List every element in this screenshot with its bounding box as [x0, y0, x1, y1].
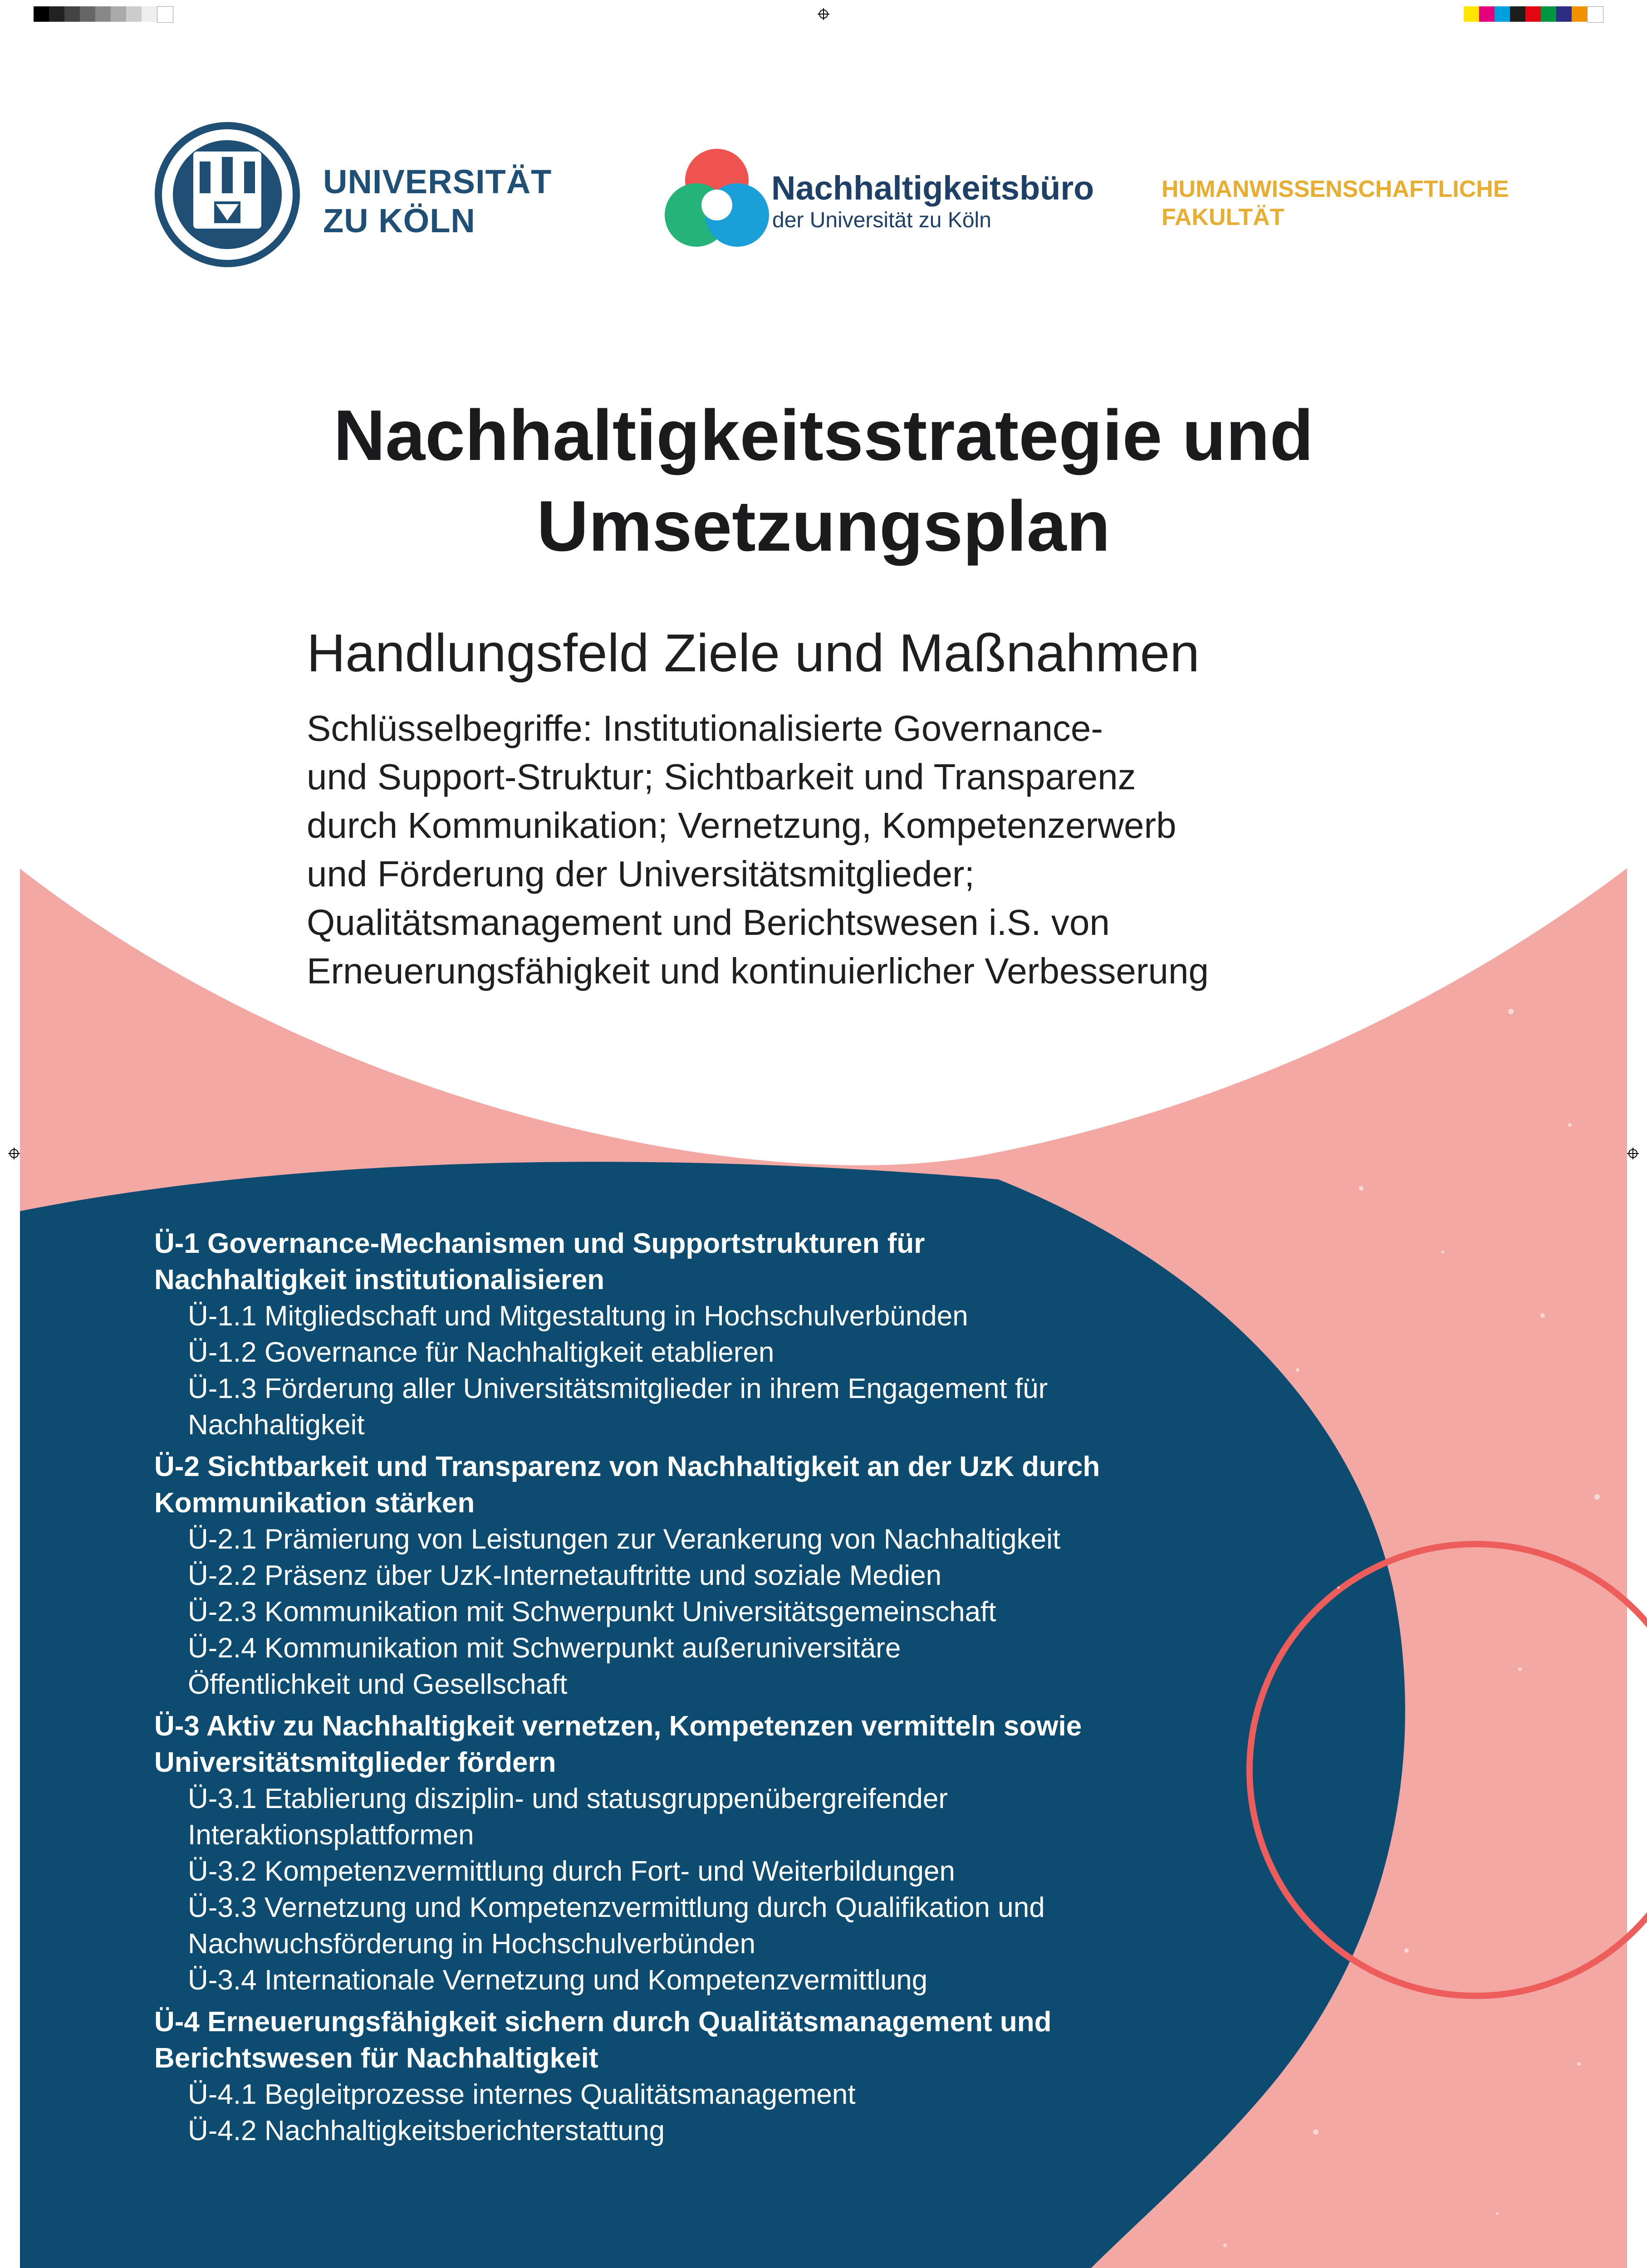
- keywords-line: Erneuerungsfähigkeit und kontinuierlicher Verbesserung: [307, 951, 1209, 991]
- measure-line: Nachhaltigkeit: [188, 1409, 365, 1441]
- measure-line: Ü-1.3 Förderung aller Universitätsmitglieder in ihrem Engagement für: [188, 1373, 1048, 1404]
- goal-section-u2: [154, 1449, 1225, 1703]
- university-wordmark: [323, 162, 552, 240]
- measure-line: Ü-2.4 Kommunikation mit Schwerpunkt außeruniversitäre: [188, 1633, 901, 1664]
- goal-heading-line: Nachhaltigkeit institutionalisieren: [154, 1264, 605, 1295]
- measure-line: Ü-3.2 Kompetenzvermittlung durch Fort- und Weiterbildungen: [188, 1856, 955, 1887]
- keywords-line: Schlüsselbegriffe: Institutionalisierte Governance-: [307, 708, 1103, 748]
- university-name-line1: UNIVERSITÄT: [323, 163, 552, 200]
- grayscale-control-strip: [34, 6, 173, 22]
- goal-heading: [154, 1708, 1225, 1781]
- keywords-line: und Förderung der Universitätsmitglieder;: [307, 854, 975, 894]
- goal-heading: [154, 2004, 1225, 2077]
- measure-item: [188, 1630, 1225, 1703]
- measure-line: Ü-3.4 Internationale Vernetzung und Kompetenzvermittlung: [188, 1965, 928, 1996]
- goal-section-u4: [154, 2004, 1225, 2149]
- goal-section-u1: [154, 1226, 1225, 1443]
- university-name-line2: ZU KÖLN: [323, 202, 475, 240]
- sustainability-office-subtitle: der Universität zu Köln: [772, 208, 991, 232]
- goal-heading-line: Ü-3 Aktiv zu Nachhaltigkeit vernetzen, Kompetenzen vermitteln sowie: [154, 1711, 1082, 1742]
- registration-mark-icon: [8, 1148, 20, 1159]
- poster-title: [0, 390, 1647, 572]
- sustainability-office-title: Nachhaltigkeitsbüro: [771, 169, 1094, 207]
- measure-item: [188, 1334, 1225, 1371]
- university-seal-icon: [152, 120, 302, 269]
- measure-line: Ü-3.1 Etablierung disziplin- und statusgruppenübergreifender: [188, 1783, 948, 1814]
- registration-mark-icon: [1627, 1148, 1639, 1159]
- registration-mark-icon: [818, 8, 829, 20]
- measure-list: [154, 1298, 1225, 1443]
- measure-item: [188, 2077, 1225, 2113]
- measure-item: [188, 1298, 1225, 1334]
- poster-title-line2: Umsetzungsplan: [536, 486, 1111, 566]
- keywords-line: und Support-Struktur; Sichtbarkeit und Transparenz: [307, 757, 1136, 797]
- measure-line: Ü-2.2 Präsenz über UzK-Internetauftritte und soziale Medien: [188, 1560, 942, 1591]
- goal-heading-line: Universitätsmitglieder fördern: [154, 1747, 556, 1778]
- measure-item: [188, 1521, 1225, 1558]
- goal-heading: [154, 1449, 1225, 1521]
- measure-item: [188, 1558, 1225, 1594]
- color-control-strip: [1464, 6, 1603, 22]
- measure-list: [154, 1521, 1225, 1703]
- measure-line: Öffentlichkeit und Gesellschaft: [188, 1669, 568, 1700]
- measure-line: Ü-2.1 Prämierung von Leistungen zur Verankerung von Nachhaltigkeit: [188, 1524, 1061, 1555]
- measure-item: [188, 1962, 1225, 1999]
- measure-item: [188, 1890, 1225, 1962]
- measure-line: Interaktionsplattformen: [188, 1819, 474, 1851]
- goal-heading-line: Kommunikation stärken: [154, 1487, 475, 1519]
- measure-item: [188, 1594, 1225, 1630]
- measure-line: Ü-1.1 Mitgliedschaft und Mitgestaltung in Hochschulverbünden: [188, 1300, 968, 1332]
- goal-heading: [154, 1226, 1225, 1298]
- measure-line: Ü-4.1 Begleitprozesse internes Qualitätsmanagement: [188, 2079, 856, 2110]
- measure-item: [188, 1371, 1225, 1443]
- measure-list: [154, 2077, 1225, 2149]
- measure-item: [188, 2113, 1225, 2149]
- measure-list: [154, 1781, 1225, 1999]
- measure-item: [188, 1853, 1225, 1890]
- keywords-paragraph: [307, 704, 1209, 995]
- goal-section-u3: [154, 1708, 1225, 1999]
- goals-list: [154, 1226, 1225, 2155]
- faculty-name: [1162, 175, 1509, 231]
- goal-heading-line: Ü-4 Erneuerungsfähigkeit sichern durch Qualitätsmanagement und: [154, 2006, 1052, 2038]
- measure-line: Ü-1.2 Governance für Nachhaltigkeit etablieren: [188, 1337, 774, 1368]
- keywords-line: durch Kommunikation; Vernetzung, Kompetenzerwerb: [307, 805, 1176, 846]
- measure-line: Ü-2.3 Kommunikation mit Schwerpunkt Universitätsgemeinschaft: [188, 1596, 996, 1628]
- measure-line: Ü-4.2 Nachhaltigkeitsberichterstattung: [188, 2115, 665, 2146]
- goal-heading-line: Berichtswesen für Nachhaltigkeit: [154, 2043, 598, 2074]
- goal-heading-line: Ü-1 Governance-Mechanismen und Supportstrukturen für: [154, 1228, 925, 1259]
- faculty-name-line2: FAKULTÄT: [1162, 204, 1284, 230]
- poster-title-line1: Nachhaltigkeitsstrategie und: [333, 396, 1314, 475]
- goal-heading-line: Ü-2 Sichtbarkeit und Transparenz von Nachhaltigkeit an der UzK durch: [154, 1451, 1100, 1482]
- keywords-line: Qualitätsmanagement und Berichtswesen i.S. von: [307, 902, 1110, 943]
- sustainability-office-logo-icon: [653, 143, 785, 252]
- measure-line: Nachwuchsförderung in Hochschulverbünden: [188, 1928, 756, 1960]
- faculty-name-line1: HUMANWISSENSCHAFTLICHE: [1162, 176, 1509, 202]
- measure-item: [188, 1781, 1225, 1853]
- field-subheading: Handlungsfeld Ziele und Maßnahmen: [307, 623, 1200, 683]
- measure-line: Ü-3.3 Vernetzung und Kompetenzvermittlung durch Qualifikation und: [188, 1892, 1045, 1923]
